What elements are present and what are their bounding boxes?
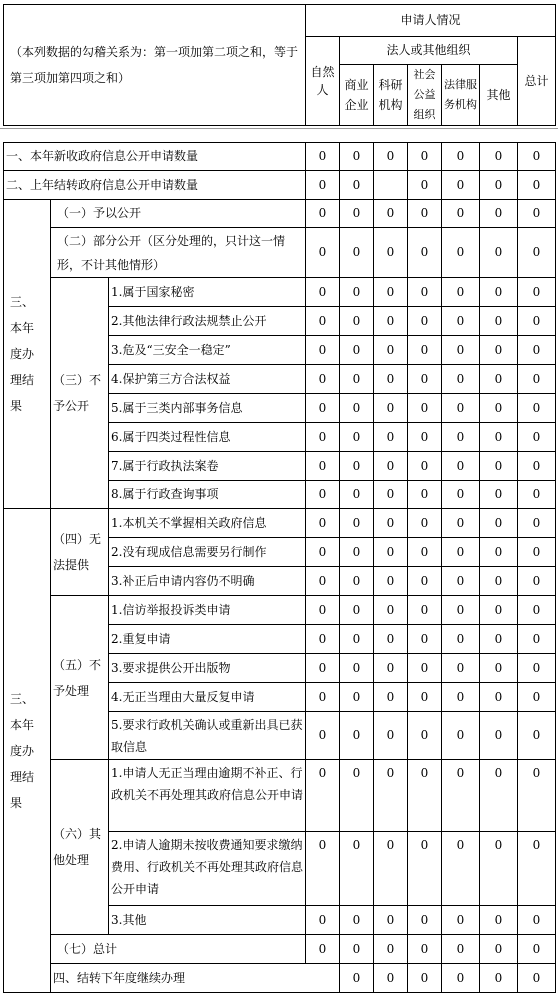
cell: 0 [340,906,374,935]
table-row [4,964,556,993]
cell: 0 [374,394,408,423]
cell: 0 [442,935,480,964]
cell: 0 [408,625,442,654]
table-row [4,760,556,832]
cell: 0 [374,481,408,509]
cell: 0 [374,423,408,452]
cell: 0 [480,625,518,654]
cell: 0 [480,906,518,935]
cell: 0 [480,394,518,423]
cell: 0 [306,200,340,228]
cell: 0 [374,596,408,625]
cell: 0 [340,143,374,171]
cell: 0 [518,452,556,481]
row-label: 3.要求提供公开出版物 [109,654,306,683]
cell: 0 [408,760,442,832]
cell: 0 [518,200,556,228]
cell: 0 [480,760,518,832]
row-label: 1.申请人无正当理由逾期不补正、行政机关不再处理其政府信息公开申请 [109,760,306,832]
group-label-cannot-provide: （四）无法提供 [51,509,109,596]
body-table [3,142,556,993]
row-label: 2.没有现成信息需要另行制作 [109,538,306,567]
col-research: 科研机构 [374,65,408,126]
cell [374,171,408,200]
cell: 0 [442,481,480,509]
cell: 0 [340,452,374,481]
cell: 0 [442,423,480,452]
table-row [4,143,556,171]
row-label: 二、上年结转政府信息公开申请数量 [4,171,306,200]
cell: 0 [374,654,408,683]
cell: 0 [408,481,442,509]
cell: 0 [306,654,340,683]
cell: 0 [374,906,408,935]
cell: 0 [340,567,374,596]
cell: 0 [442,336,480,365]
cell: 0 [442,712,480,760]
cell: 0 [374,452,408,481]
cell: 0 [340,964,374,993]
cell: 0 [480,712,518,760]
cell: 0 [408,278,442,307]
cell: 0 [442,452,480,481]
header-note: （本列数据的勾稽关系为：第一项加第二项之和，等于第三项加第四项之和） [10,45,299,85]
cell: 0 [442,365,480,394]
cell: 0 [340,394,374,423]
col-legal-service: 法律服务机构 [442,65,480,126]
cell: 0 [518,964,556,993]
row-label: 2.其他法律行政法规禁止公开 [109,307,306,336]
cell: 0 [518,143,556,171]
row-label: 6.属于四类过程性信息 [109,423,306,452]
cell: 0 [306,423,340,452]
cell: 0 [480,481,518,509]
cell: 0 [374,509,408,538]
header-table [3,4,556,126]
cell: 0 [374,683,408,712]
cell: 0 [340,935,374,964]
cell: 0 [480,683,518,712]
cell: 0 [306,509,340,538]
cell: 0 [340,596,374,625]
cell: 0 [306,481,340,509]
cell: 0 [442,654,480,683]
row-label: 2.申请人逾期未按收费通知要求缴纳费用、行政机关不再处理其政府信息公开申请 [109,832,306,906]
cell: 0 [306,394,340,423]
cell: 0 [340,365,374,394]
cell: 0 [374,200,408,228]
cell: 0 [518,683,556,712]
cell: 0 [442,278,480,307]
cell: 0 [306,278,340,307]
cell: 0 [374,625,408,654]
cell: 0 [480,509,518,538]
cell: 0 [306,935,340,964]
cell: 0 [306,538,340,567]
cell: 0 [518,307,556,336]
cell: 0 [340,509,374,538]
cell: 0 [340,625,374,654]
table-row [4,171,556,200]
cell: 0 [340,760,374,832]
row-label: 4.无正当理由大量反复申请 [109,683,306,712]
table-row [4,278,556,307]
cell: 0 [518,906,556,935]
row-label: 2.重复申请 [109,625,306,654]
table-row [4,935,556,964]
cell: 0 [518,760,556,832]
cell: 0 [306,143,340,171]
cell: 0 [518,365,556,394]
cell: 0 [408,935,442,964]
cell: 0 [374,567,408,596]
cell: 0 [518,509,556,538]
cell: 0 [480,935,518,964]
cell: 0 [306,832,340,906]
cell: 0 [374,228,408,278]
applicant-situation-header: 申请人情况 [306,5,556,37]
cell: 0 [480,365,518,394]
cell: 0 [408,452,442,481]
cell: 0 [306,760,340,832]
cell: 0 [442,509,480,538]
cell: 0 [340,712,374,760]
cell: 0 [340,654,374,683]
cell: 0 [340,200,374,228]
cell: 0 [408,906,442,935]
cell: 0 [340,336,374,365]
cell: 0 [518,171,556,200]
cell: 0 [442,567,480,596]
col-public-welfare: 社会公益组织 [408,65,442,126]
cell: 0 [306,596,340,625]
cell: 0 [306,906,340,935]
cell: 0 [408,143,442,171]
cell: 0 [408,509,442,538]
table-row [4,596,556,625]
cell: 0 [374,143,408,171]
cell: 0 [374,307,408,336]
cell: 0 [306,452,340,481]
group-label-result-a: 三、本年度办理结果 [4,200,51,509]
cell: 0 [442,200,480,228]
note-cell [4,5,306,126]
col-natural-person: 自然人 [306,37,340,126]
cell: 0 [340,481,374,509]
cell: 0 [480,832,518,906]
cell: 0 [480,567,518,596]
cell: 0 [518,567,556,596]
row-label: 4.保护第三方合法权益 [109,365,306,394]
row-label: 5.要求行政机关确认或重新出具已获取信息 [109,712,306,760]
row-label: 1.信访举报投诉类申请 [109,596,306,625]
cell: 0 [408,423,442,452]
row-label: （七）总计 [51,935,306,964]
cell: 0 [306,365,340,394]
cell: 0 [340,278,374,307]
cell: 0 [408,200,442,228]
cell: 0 [408,596,442,625]
table-row [4,200,556,228]
cell: 0 [408,171,442,200]
cell: 0 [442,228,480,278]
cell: 0 [374,964,408,993]
cell: 0 [518,336,556,365]
cell: 0 [306,683,340,712]
cell: 0 [374,832,408,906]
cell: 0 [408,394,442,423]
cell: 0 [518,423,556,452]
cell: 0 [408,365,442,394]
cell: 0 [442,307,480,336]
cell: 0 [442,683,480,712]
separator-line [0,128,558,129]
cell: 0 [340,832,374,906]
cell: 0 [340,683,374,712]
cell: 0 [480,228,518,278]
cell: 0 [408,712,442,760]
cell: 0 [480,423,518,452]
cell: 0 [306,171,340,200]
cell: 0 [408,307,442,336]
row-label: （一）予以公开 [51,200,306,228]
cell: 0 [374,712,408,760]
cell: 0 [442,760,480,832]
cell: 0 [480,538,518,567]
cell: 0 [408,538,442,567]
cell: 0 [442,538,480,567]
cell: 0 [518,596,556,625]
cell: 0 [374,538,408,567]
cell: 0 [518,935,556,964]
col-other: 其他 [480,65,518,126]
cell: 0 [442,625,480,654]
cell: 0 [442,832,480,906]
cell: 0 [442,394,480,423]
cell: 0 [518,228,556,278]
cell: 0 [408,228,442,278]
cell: 0 [518,394,556,423]
cell: 0 [306,625,340,654]
row-label: （二）部分公开（区分处理的，只计这一情形，不计其他情形） [51,228,306,278]
cell: 0 [480,964,518,993]
row-label: 3.其他 [109,906,306,935]
row-label: 5.属于三类内部事务信息 [109,394,306,423]
row-label: 8.属于行政查询事项 [109,481,306,509]
cell: 0 [340,171,374,200]
cell: 0 [480,336,518,365]
row-label: 1.属于国家秘密 [109,278,306,307]
legal-persons-header: 法人或其他组织 [340,37,518,65]
row-label: 一、本年新收政府信息公开申请数量 [4,143,306,171]
cell: 0 [408,832,442,906]
cell: 0 [442,171,480,200]
group-label-not-open: （三）不予公开 [51,278,109,509]
cell: 0 [374,760,408,832]
cell: 0 [480,654,518,683]
cell: 0 [480,452,518,481]
cell: 0 [442,964,480,993]
cell: 0 [340,228,374,278]
cell: 0 [480,596,518,625]
cell: 0 [306,228,340,278]
cell: 0 [480,307,518,336]
group-label-not-process: （五）不予处理 [51,596,109,760]
cell: 0 [306,336,340,365]
cell: 0 [408,567,442,596]
row-label: 1.本机关不掌握相关政府信息 [109,509,306,538]
cell: 0 [518,832,556,906]
cell: 0 [480,171,518,200]
cell: 0 [374,935,408,964]
cell: 0 [442,143,480,171]
col-commercial: 商业企业 [340,65,374,126]
cell: 0 [480,278,518,307]
cell: 0 [340,307,374,336]
col-total: 总计 [518,37,556,126]
row-label: 3.补正后申请内容仍不明确 [109,567,306,596]
cell: 0 [442,596,480,625]
cell: 0 [374,336,408,365]
cell: 0 [306,567,340,596]
cell: 0 [518,278,556,307]
cell: 0 [408,654,442,683]
cell: 0 [480,200,518,228]
cell: 0 [340,538,374,567]
cell: 0 [442,906,480,935]
cell: 0 [306,712,340,760]
cell: 0 [408,683,442,712]
cell: 0 [374,278,408,307]
cell: 0 [306,307,340,336]
table-row [4,509,556,538]
group-label-result-b: 三、本年度办理结果 [4,509,51,993]
cell: 0 [518,654,556,683]
table-row [4,228,556,278]
cell: 0 [340,423,374,452]
group-label-other-process: （六）其他处理 [51,760,109,935]
cell: 0 [408,964,442,993]
row-label: 四、结转下年度继续办理 [51,964,340,993]
cell: 0 [518,625,556,654]
row-label: 3.危及“三安全一稳定” [109,336,306,365]
cell: 0 [374,365,408,394]
cell: 0 [518,481,556,509]
cell: 0 [518,538,556,567]
cell: 0 [480,143,518,171]
cell: 0 [518,712,556,760]
row-label: 7.属于行政执法案卷 [109,452,306,481]
cell: 0 [408,336,442,365]
